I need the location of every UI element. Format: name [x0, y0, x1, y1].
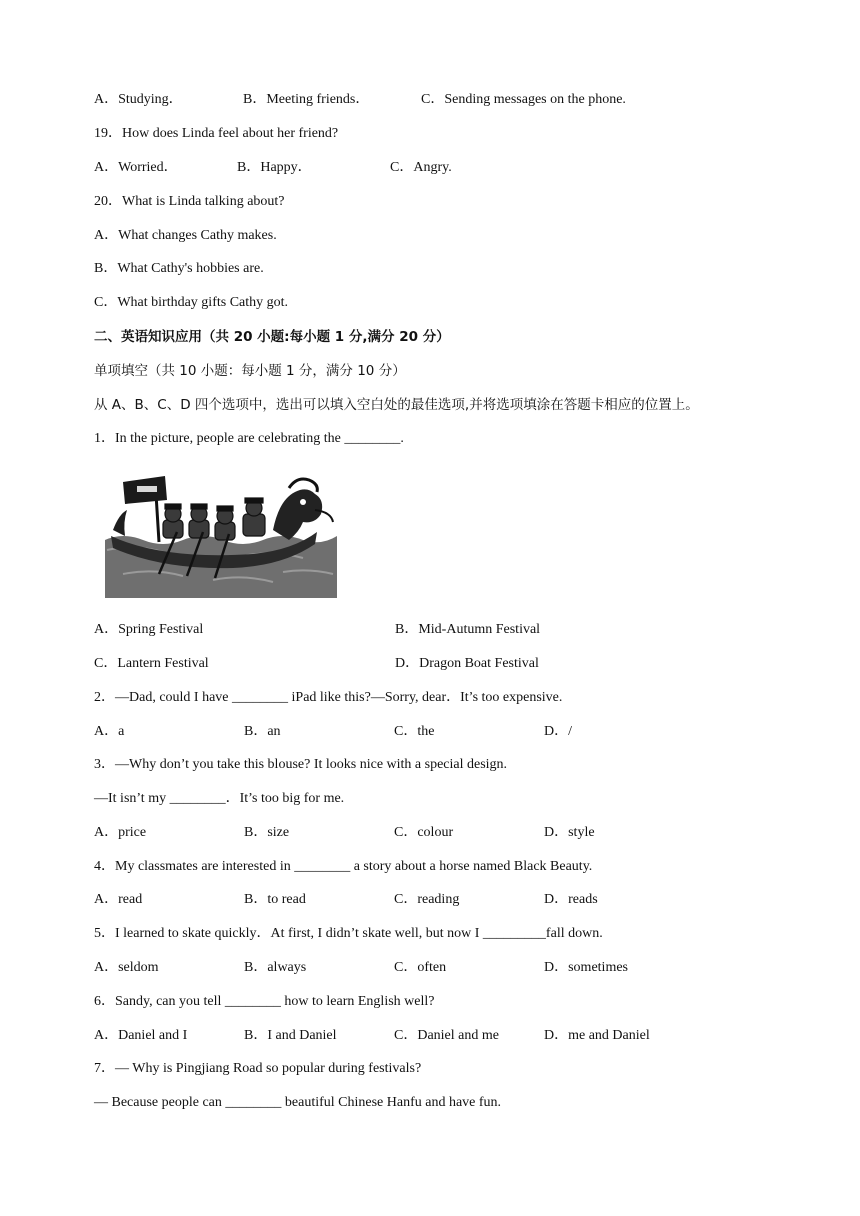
q6-option-b: B．I and Daniel: [244, 1028, 337, 1043]
section-title: 二、英语知识应用（共 20 小题:每小题 1 分,满分 20 分）: [94, 329, 450, 345]
q3-option-c: C．colour: [394, 825, 454, 840]
q4-question: 4．My classmates are interested in ________ a story about a horse named Black Beauty.: [94, 859, 593, 874]
q6-option-a: A．Daniel and I: [94, 1028, 188, 1043]
q5-option-b: B．always: [244, 960, 307, 975]
q4-option-b: B．to read: [244, 892, 306, 907]
q18-option-c: C．Sending messages on the phone.: [421, 92, 626, 107]
q6-option-c: C．Daniel and me: [394, 1028, 499, 1043]
dragon-boat-image: [103, 470, 339, 600]
q4-option-d: D．reads: [544, 892, 598, 907]
q19-option-c: C．Angry.: [390, 160, 452, 175]
q19-option-b: B．Happy．: [237, 160, 312, 175]
q20-question: 20．What is Linda talking about?: [94, 194, 285, 209]
q2-question: 2．—Dad, could I have ________ iPad like this?—Sorry, dear．It’s too expensive.: [94, 690, 563, 705]
q2-option-d: D．/: [544, 724, 572, 739]
q6-option-d: D．me and Daniel: [544, 1028, 650, 1043]
section-instruction: 从 A、B、C、D 四个选项中，选出可以填入空白处的最佳选项,并将选项填涂在答题卡相应的位置上。: [94, 397, 699, 413]
q3-option-a: A．price: [94, 825, 147, 840]
q2-option-c: C．the: [394, 724, 435, 739]
q19-option-a: A．Worried．: [94, 160, 178, 175]
q7-question-line2: — Because people can ________ beautiful Chinese Hanfu and have fun.: [94, 1095, 502, 1110]
q3-question-line2: —It isn’t my ________．It’s too big for me.: [94, 791, 345, 806]
q5-question: 5．I learned to skate quickly．At first, I didn’t skate well, but now I _________fall down.: [94, 926, 603, 941]
q18-option-b: B．Meeting friends．: [243, 92, 370, 107]
q1-option-c: C．Lantern Festival: [94, 656, 209, 671]
q4-option-a: A．read: [94, 892, 143, 907]
q5-option-a: A．seldom: [94, 960, 159, 975]
q6-question: 6．Sandy, can you tell ________ how to learn English well?: [94, 994, 435, 1009]
q3-option-b: B．size: [244, 825, 290, 840]
q18-option-a: A．Studying．: [94, 92, 183, 107]
q2-option-b: B．an: [244, 724, 281, 739]
q3-question: 3．—Why don’t you take this blouse? It looks nice with a special design.: [94, 757, 508, 772]
q1-option-d: D．Dragon Boat Festival: [395, 656, 539, 671]
section-subtitle: 单项填空（共 10 小题：每小题 1 分，满分 10 分）: [94, 363, 406, 379]
q19-question: 19．How does Linda feel about her friend?: [94, 126, 339, 141]
q3-option-d: D．style: [544, 825, 595, 840]
q20-option-b: B．What Cathy's hobbies are.: [94, 261, 264, 276]
q7-question: 7．— Why is Pingjiang Road so popular during festivals?: [94, 1061, 422, 1076]
q1-option-b: B．Mid-Autumn Festival: [395, 622, 541, 637]
q20-option-a: A．What changes Cathy makes.: [94, 228, 277, 243]
q4-option-c: C．reading: [394, 892, 460, 907]
q1-question: 1．In the picture, people are celebrating the ________.: [94, 431, 404, 446]
q5-option-c: C．often: [394, 960, 447, 975]
q5-option-d: D．sometimes: [544, 960, 628, 975]
q20-option-c: C．What birthday gifts Cathy got.: [94, 295, 289, 310]
q2-option-a: A．a: [94, 724, 125, 739]
q1-option-a: A．Spring Festival: [94, 622, 204, 637]
